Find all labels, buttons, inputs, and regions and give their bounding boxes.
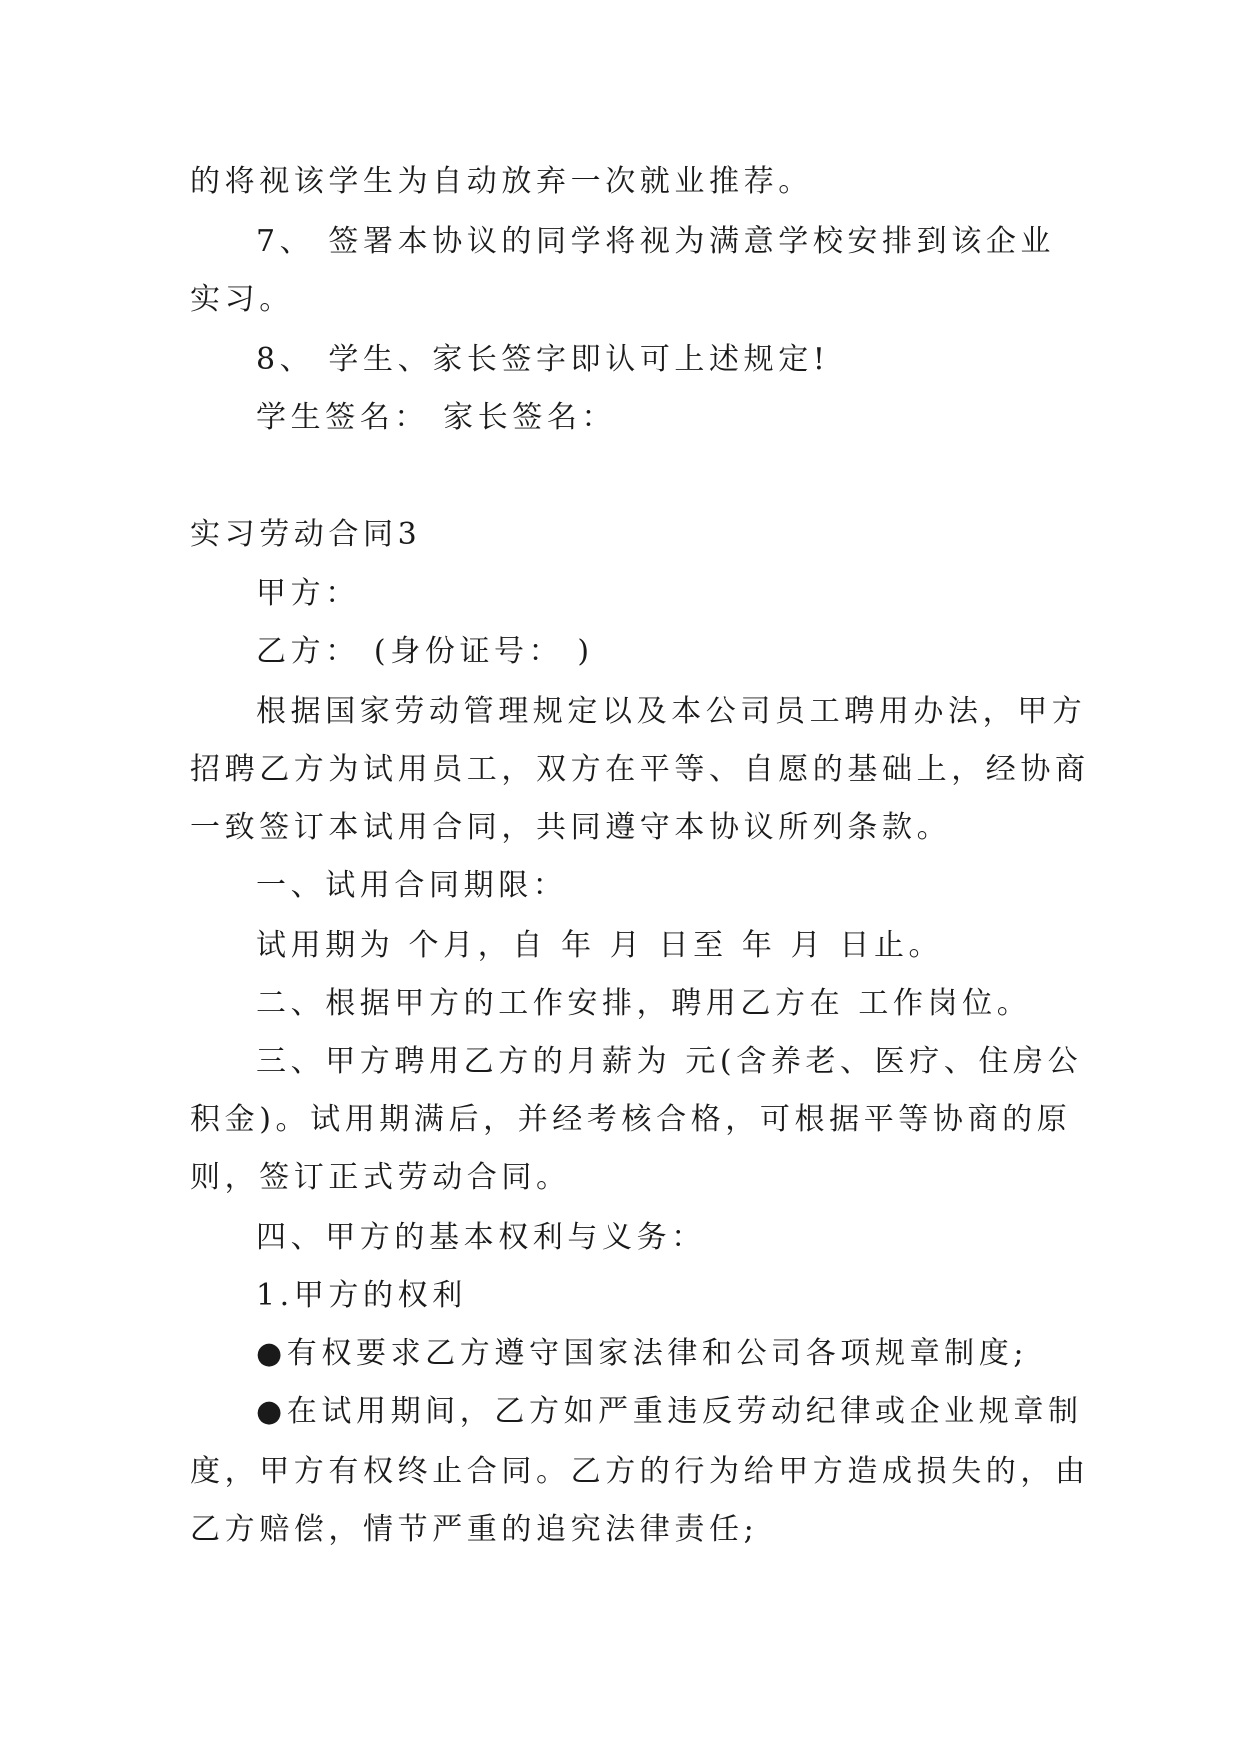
- party-a-line: 甲方：: [256, 576, 360, 611]
- party-b-line: 乙方： (身份证号： ): [256, 634, 594, 669]
- text-line: 乙方赔偿，情节严重的追究法律责任;: [190, 1512, 759, 1547]
- text-line: 7、 签署本协议的同学将视为满意学校安排到该企业: [256, 224, 1056, 259]
- signature-line: 学生签名： 家长签名：: [256, 400, 617, 435]
- text-line: 则，签订正式劳动合同。: [190, 1160, 571, 1195]
- subclause-heading: 1.甲方的权利: [256, 1278, 467, 1313]
- text-line: 招聘乙方为试用员工，双方在平等、自愿的基础上，经协商: [190, 752, 1090, 787]
- clause-heading: 三、甲方聘用乙方的月薪为 元(含养老、医疗、住房公: [256, 1044, 1083, 1079]
- clause-heading: 一、试用合同期限：: [256, 868, 568, 903]
- text-line: 试用期为 个月，自 年 月 日至 年 月 日止。: [256, 928, 944, 963]
- section-title: 实习劳动合同3: [190, 517, 422, 552]
- text-line: 一致签订本试用合同，共同遵守本协议所列条款。: [190, 810, 952, 845]
- text-line: 实习。: [190, 282, 294, 317]
- bullet-item: ●在试用期间，乙方如严重违反劳动纪律或企业规章制: [256, 1394, 1083, 1429]
- text-line: 8、 学生、家长签字即认可上述规定!: [256, 342, 830, 377]
- bullet-item: ●有权要求乙方遵守国家法律和公司各项规章制度;: [256, 1336, 1029, 1371]
- text-line: 积金)。试用期满后，并经考核合格，可根据平等协商的原: [190, 1102, 1072, 1137]
- clause-heading: 二、根据甲方的工作安排，聘用乙方在 工作岗位。: [256, 986, 1032, 1021]
- text-line: 的将视该学生为自动放弃一次就业推荐。: [190, 164, 813, 199]
- clause-heading: 四、甲方的基本权利与义务：: [256, 1220, 706, 1255]
- text-line: 度，甲方有权终止合同。乙方的行为给甲方造成损失的，由: [190, 1454, 1090, 1489]
- text-line: 根据国家劳动管理规定以及本公司员工聘用办法，甲方: [256, 694, 1087, 729]
